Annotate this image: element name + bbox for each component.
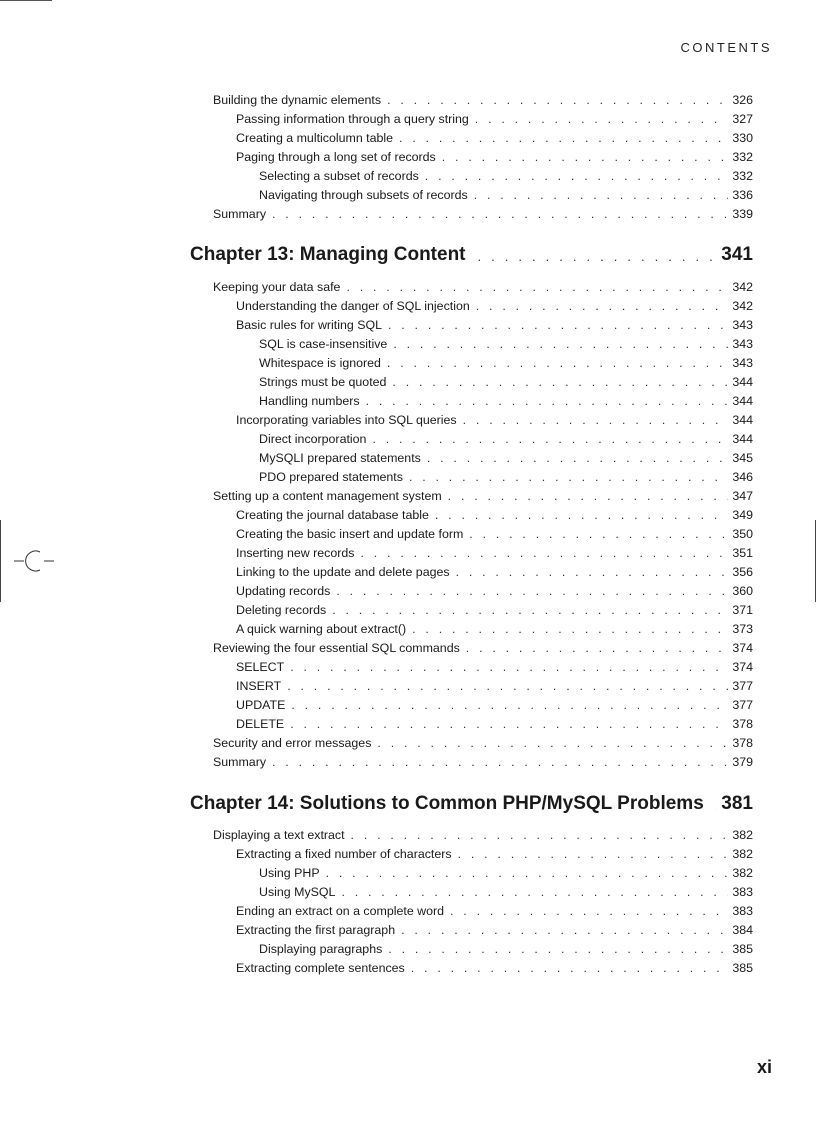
- toc-entry[interactable]: [213, 487, 753, 505]
- toc-entry-title: SELECT: [236, 660, 285, 674]
- toc-entry-title: Using PHP: [259, 866, 320, 880]
- toc-entry-title: Using MySQL: [259, 885, 336, 899]
- toc-entry-page: 347: [732, 489, 753, 503]
- toc-entry[interactable]: [259, 167, 753, 185]
- toc-entry[interactable]: [236, 658, 753, 676]
- toc-entry-page: 377: [732, 698, 753, 712]
- page-edge-left: [0, 520, 1, 602]
- toc-entry[interactable]: [236, 110, 753, 128]
- toc-entry[interactable]: [213, 278, 753, 296]
- leader-dots: [346, 278, 728, 296]
- toc-entry-title: Extracting a fixed number of characters: [236, 847, 452, 861]
- toc-entry[interactable]: [259, 883, 753, 901]
- toc-entry-title: Summary: [213, 755, 267, 769]
- leader-dots: [442, 148, 729, 166]
- toc-entry[interactable]: [236, 148, 753, 166]
- leader-dots: [475, 110, 729, 128]
- toc-entry-page: 360: [732, 584, 753, 598]
- toc-entry-title: PDO prepared statements: [259, 470, 403, 484]
- chapter-title: Chapter 14: Solutions to Common PHP/MySQL Problems: [190, 793, 704, 814]
- leader-dots: [272, 205, 728, 223]
- toc-entry-page: 332: [732, 169, 753, 183]
- toc-entry[interactable]: [236, 582, 753, 600]
- leader-dots: [393, 335, 728, 353]
- toc-entry-title: INSERT: [236, 679, 282, 693]
- toc-entry-title: Basic rules for writing SQL: [236, 318, 382, 332]
- toc-entry[interactable]: [259, 373, 753, 391]
- toc-entry[interactable]: [259, 468, 753, 486]
- registration-mark-icon: [14, 548, 56, 574]
- toc-entry-page: 351: [732, 546, 753, 560]
- toc-entry-page: 384: [732, 923, 753, 937]
- toc-entry-title: Whitespace is ignored: [259, 356, 381, 370]
- toc-entry-title: Keeping your data safe: [213, 280, 341, 294]
- toc-entry[interactable]: [259, 186, 753, 204]
- leader-dots: [290, 715, 728, 733]
- toc-entry-page: 339: [732, 207, 753, 221]
- toc-entry-title: DELETE: [236, 717, 285, 731]
- toc-entry[interactable]: [236, 525, 753, 543]
- leader-dots: [448, 487, 729, 505]
- page-number: xi: [756, 1057, 772, 1077]
- toc-entry-title: Deleting records: [236, 603, 327, 617]
- leader-dots: [332, 601, 728, 619]
- toc-entry-title: Passing information through a query string: [236, 112, 469, 126]
- toc-entry[interactable]: [259, 430, 753, 448]
- chapter-page: 381: [721, 793, 753, 814]
- toc-entry[interactable]: [236, 601, 753, 619]
- toc-entry-title: Handling numbers: [259, 394, 360, 408]
- toc-entry-title: MySQLI prepared statements: [259, 451, 421, 465]
- running-header: CONTENTS: [680, 40, 772, 55]
- toc-entry-title: UPDATE: [236, 698, 286, 712]
- toc-entry-page: 373: [732, 622, 753, 636]
- toc-entry-page: 382: [732, 866, 753, 880]
- toc-entry-page: 379: [732, 755, 753, 769]
- toc-entry-title: Selecting a subset of records: [259, 169, 419, 183]
- toc-entry-page: 327: [732, 112, 753, 126]
- leader-dots: [399, 129, 728, 147]
- toc-entry-page: 378: [732, 736, 753, 750]
- toc-entry-title: Strings must be quoted: [259, 375, 387, 389]
- toc-entry-page: 346: [732, 470, 753, 484]
- leader-dots: [287, 677, 728, 695]
- toc-entry[interactable]: [213, 734, 753, 752]
- leader-dots: [366, 392, 729, 410]
- toc-entry[interactable]: [236, 411, 753, 429]
- toc-entry-title: Creating a multicolumn table: [236, 131, 394, 145]
- toc-entry-page: 382: [732, 828, 753, 842]
- toc-entry[interactable]: [213, 753, 753, 771]
- leader-dots: [425, 167, 729, 185]
- toc-entry[interactable]: [259, 940, 753, 958]
- leader-dots: [336, 582, 728, 600]
- leader-dots: [372, 430, 728, 448]
- toc-entry-page: 382: [732, 847, 753, 861]
- toc-entry-title: Incorporating variables into SQL queries: [236, 413, 457, 427]
- leader-dots: [409, 468, 728, 486]
- leader-dots: [401, 921, 728, 939]
- toc-entry-title: Reviewing the four essential SQL commands: [213, 641, 460, 655]
- toc-entry-page: 343: [732, 337, 753, 351]
- toc-entry-title: Displaying a text extract: [213, 828, 345, 842]
- leader-dots: [387, 91, 728, 109]
- toc-entry-title: Ending an extract on a complete word: [236, 904, 445, 918]
- toc-entry[interactable]: [236, 715, 753, 733]
- leader-dots: [351, 826, 729, 844]
- toc-entry-title: Extracting the first paragraph: [236, 923, 396, 937]
- toc-entry-title: SQL is case-insensitive: [259, 337, 388, 351]
- leader-dots: [474, 186, 729, 204]
- toc-entry-page: 385: [732, 942, 753, 956]
- toc-entry[interactable]: [213, 91, 753, 109]
- leader-dots: [341, 883, 728, 901]
- toc-entry-page: 349: [732, 508, 753, 522]
- toc-entry-page: 378: [732, 717, 753, 731]
- leader-dots: [388, 316, 728, 334]
- toc-entry-page: 342: [732, 299, 753, 313]
- chapter-14-heading[interactable]: [190, 791, 753, 817]
- toc-entry-title: Linking to the update and delete pages: [236, 565, 450, 579]
- leader-dots: [290, 658, 728, 676]
- leader-dots: [272, 753, 728, 771]
- toc-entry[interactable]: [236, 677, 753, 695]
- leader-dots: [469, 525, 728, 543]
- leader-dots: [450, 902, 728, 920]
- leader-dots: [478, 246, 718, 268]
- chapter-title: Chapter 13: Managing Content: [190, 244, 466, 265]
- toc-entry-title: Direct incorporation: [259, 432, 367, 446]
- toc-entry[interactable]: [236, 316, 753, 334]
- toc-entry-title: A quick warning about extract(): [236, 622, 407, 636]
- toc-entry-title: Setting up a content management system: [213, 489, 442, 503]
- toc-entry-title: Creating the journal database table: [236, 508, 429, 522]
- leader-dots: [377, 734, 728, 752]
- toc-entry-page: 374: [732, 641, 753, 655]
- leader-dots: [360, 544, 728, 562]
- toc-entry[interactable]: [236, 845, 753, 863]
- toc-entry-page: 377: [732, 679, 753, 693]
- crop-mark-top: [0, 0, 52, 1]
- toc-entry-page: 385: [732, 961, 753, 975]
- chapter-13-heading[interactable]: [190, 242, 753, 268]
- toc-entry-page: 344: [732, 413, 753, 427]
- toc-entry-title: Security and error messages: [213, 736, 372, 750]
- toc-entry-title: Navigating through subsets of records: [259, 188, 468, 202]
- toc-entry[interactable]: [213, 826, 753, 844]
- toc-entry[interactable]: [236, 129, 753, 147]
- toc-entry[interactable]: [259, 354, 753, 372]
- leader-dots: [326, 864, 729, 882]
- toc-entry[interactable]: [259, 449, 753, 467]
- toc-entry-page: 336: [732, 188, 753, 202]
- toc-entry-title: Summary: [213, 207, 267, 221]
- toc-entry-page: 326: [732, 93, 753, 107]
- leader-dots: [435, 506, 728, 524]
- toc-entry[interactable]: [259, 392, 753, 410]
- toc-entry[interactable]: [236, 921, 753, 939]
- toc-entry[interactable]: [236, 506, 753, 524]
- leader-dots: [387, 354, 728, 372]
- toc-entry[interactable]: [259, 335, 753, 353]
- toc-entry-page: 371: [732, 603, 753, 617]
- toc-entry-title: Understanding the danger of SQL injection: [236, 299, 470, 313]
- leader-dots: [458, 845, 729, 863]
- leader-dots: [466, 639, 729, 657]
- toc-entry-page: 383: [732, 904, 753, 918]
- leader-dots: [427, 449, 728, 467]
- toc-entry[interactable]: [213, 205, 753, 223]
- toc-entry-title: Creating the basic insert and update form: [236, 527, 464, 541]
- toc-entry[interactable]: [213, 639, 753, 657]
- toc-entry-page: 374: [732, 660, 753, 674]
- toc-entry[interactable]: [236, 902, 753, 920]
- toc-entry-page: 342: [732, 280, 753, 294]
- toc-entry[interactable]: [236, 544, 753, 562]
- leader-dots: [388, 940, 728, 958]
- toc-entry[interactable]: [236, 696, 753, 714]
- chapter-page: 341: [721, 244, 753, 265]
- toc-entry[interactable]: [236, 959, 753, 977]
- toc-entry-page: 344: [732, 375, 753, 389]
- toc-entry-page: 344: [732, 394, 753, 408]
- leader-dots: [412, 620, 728, 638]
- toc-entry-page: 330: [732, 131, 753, 145]
- toc-entry-title: Extracting complete sentences: [236, 961, 405, 975]
- toc-entry-page: 344: [732, 432, 753, 446]
- toc-entry[interactable]: [236, 620, 753, 638]
- toc-entry[interactable]: [259, 864, 753, 882]
- toc-entry-title: Updating records: [236, 584, 331, 598]
- toc-entry-page: 345: [732, 451, 753, 465]
- leader-dots: [463, 411, 729, 429]
- toc-entry-page: 350: [732, 527, 753, 541]
- toc-entry-title: Inserting new records: [236, 546, 355, 560]
- toc-entry-page: 343: [732, 318, 753, 332]
- toc-entry[interactable]: [236, 297, 753, 315]
- toc-entry-page: 356: [732, 565, 753, 579]
- toc-entry-title: Building the dynamic elements: [213, 93, 382, 107]
- toc-entry[interactable]: [236, 563, 753, 581]
- toc-entry-page: 332: [732, 150, 753, 164]
- toc-entry-page: 343: [732, 356, 753, 370]
- leader-dots: [291, 696, 728, 714]
- toc-entry-title: Paging through a long set of records: [236, 150, 436, 164]
- leader-dots: [411, 959, 729, 977]
- toc-entry-title: Displaying paragraphs: [259, 942, 383, 956]
- leader-dots: [456, 563, 729, 581]
- toc-entry-page: 383: [732, 885, 753, 899]
- leader-dots: [476, 297, 729, 315]
- leader-dots: [392, 373, 728, 391]
